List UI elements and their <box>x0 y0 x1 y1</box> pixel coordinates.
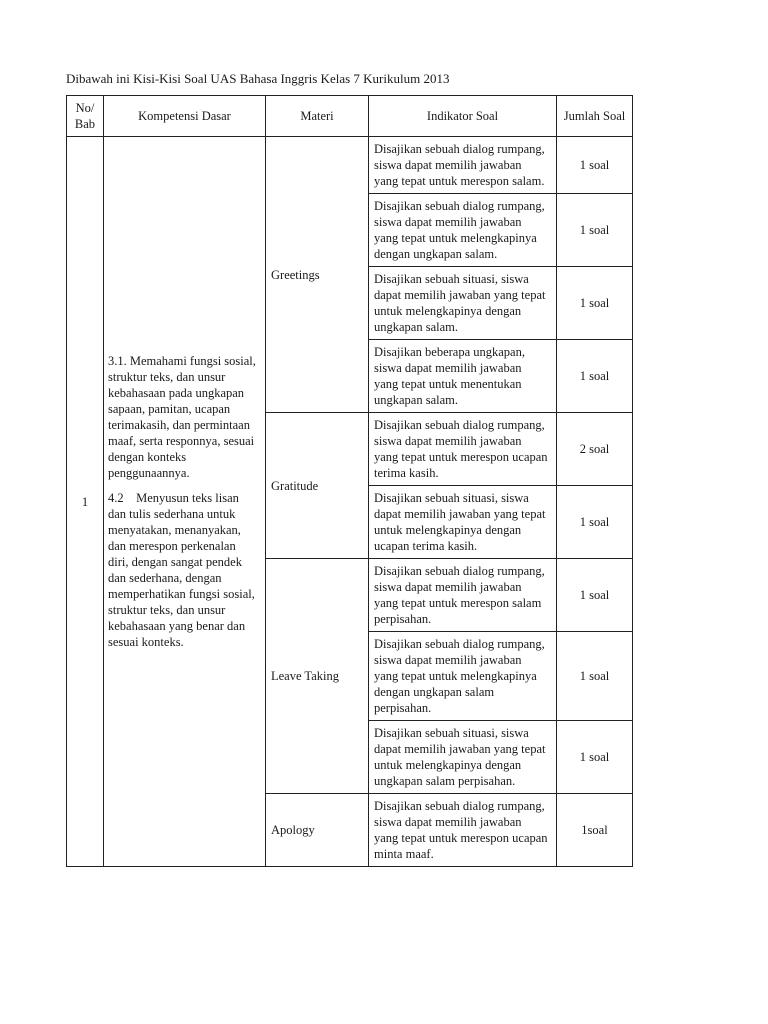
kisi-kisi-table <box>66 95 633 867</box>
jumlah-cell: 1 soal <box>557 194 633 267</box>
kd-3-1: 3.1. Memahami fungsi sosial, struktur teks, dan unsur kebahasaan pada ungkapan sapaan, pamitan, ucapan terimakasih, dan permintaan maaf, serta responnya, sesuai dengan konteks penggunaannya. <box>108 354 256 480</box>
jumlah-cell: 1 soal <box>557 559 633 632</box>
jumlah-cell: 1 soal <box>557 137 633 194</box>
table-header-row <box>67 96 633 137</box>
kompetensi-dasar-cell <box>104 137 266 867</box>
header-kompetensi-dasar: Kompetensi Dasar <box>104 96 266 137</box>
indikator-cell: Disajikan sebuah dialog rumpang, siswa dapat memilih jawaban yang tepat untuk melengkapinya dengan ungkapan salam. <box>369 194 557 267</box>
indikator-cell: Disajikan sebuah dialog rumpang, siswa dapat memilih jawaban yang tepat untuk melengkapinya dengan ungkapan salam perpisahan. <box>369 632 557 721</box>
jumlah-cell: 1 soal <box>557 340 633 413</box>
header-no-bab: No/ Bab <box>67 96 104 137</box>
jumlah-cell: 1 soal <box>557 721 633 794</box>
indikator-cell: Disajikan sebuah dialog rumpang, siswa dapat memilih jawaban yang tepat untuk merespon ucapan terima kasih. <box>369 413 557 486</box>
indikator-cell: Disajikan sebuah dialog rumpang, siswa dapat memilih jawaban yang tepat untuk merespon salam perpisahan. <box>369 559 557 632</box>
jumlah-cell: 1 soal <box>557 632 633 721</box>
jumlah-cell: 1soal <box>557 794 633 867</box>
materi-leave-taking: Leave Taking <box>266 559 369 794</box>
indikator-cell: Disajikan beberapa ungkapan, siswa dapat memilih jawaban yang tepat untuk menentukan ungkapan salam. <box>369 340 557 413</box>
materi-apology: Apology <box>266 794 369 867</box>
document-title: Dibawah ini Kisi-Kisi Soal UAS Bahasa Inggris Kelas 7 Kurikulum 2013 <box>66 71 450 86</box>
materi-gratitude: Gratitude <box>266 413 369 559</box>
indikator-cell: Disajikan sebuah dialog rumpang, siswa dapat memilih jawaban yang tepat untuk merespon ucapan minta maaf. <box>369 794 557 867</box>
header-materi: Materi <box>266 96 369 137</box>
kd-4-2: 4.2 Menyusun teks lisan dan tulis sederhana untuk menyatakan, menanyakan, dan merespon perkenalan diri, dengan sangat pendek dan sederhana, dengan memperhatikan fungsi sosial, struktur teks, dan unsur kebahasaan yang benar dan sesuai konteks. <box>108 491 255 649</box>
table-row <box>67 137 633 194</box>
header-indikator-soal: Indikator Soal <box>369 96 557 137</box>
jumlah-cell: 2 soal <box>557 413 633 486</box>
header-jumlah-soal: Jumlah Soal <box>557 96 633 137</box>
indikator-cell: Disajikan sebuah situasi, siswa dapat memilih jawaban yang tepat untuk melengkapinya dengan ucapan terima kasih. <box>369 486 557 559</box>
indikator-cell: Disajikan sebuah dialog rumpang, siswa dapat memilih jawaban yang tepat untuk merespon salam. <box>369 137 557 194</box>
indikator-cell: Disajikan sebuah situasi, siswa dapat memilih jawaban yang tepat untuk melengkapinya dengan ungkapan salam perpisahan. <box>369 721 557 794</box>
jumlah-cell: 1 soal <box>557 486 633 559</box>
materi-greetings: Greetings <box>266 137 369 413</box>
jumlah-cell: 1 soal <box>557 267 633 340</box>
indikator-cell: Disajikan sebuah situasi, siswa dapat memilih jawaban yang tepat untuk melengkapinya dengan ungkapan salam. <box>369 267 557 340</box>
bab-number: 1 <box>67 137 104 867</box>
